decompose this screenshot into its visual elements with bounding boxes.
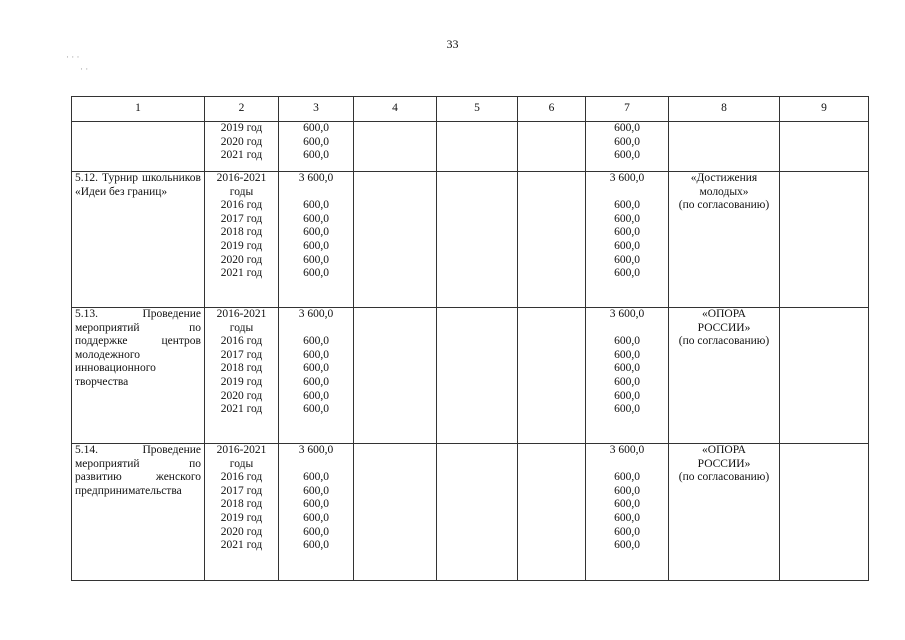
empty-cell xyxy=(780,444,869,581)
year-amount: 600,0 xyxy=(303,335,329,348)
empty-cell xyxy=(354,122,437,172)
funding-amount: 600,0 xyxy=(614,539,640,552)
empty-cell xyxy=(437,172,518,308)
year-amount: 600,0 xyxy=(303,484,329,497)
funding-amount: 600,0 xyxy=(614,199,640,212)
year-label: 2021 год xyxy=(220,539,263,552)
funding-cell xyxy=(586,308,669,444)
year-amount: 600,0 xyxy=(303,511,329,524)
total-amount: 3 600,0 xyxy=(298,172,334,184)
year-amount: 600,0 xyxy=(303,389,329,402)
funding-amount: 600,0 xyxy=(614,239,640,252)
executor-line: «ОПОРА xyxy=(702,444,746,456)
executor-cell xyxy=(669,122,780,172)
year-label: 2017 год xyxy=(220,212,263,225)
funding-amount: 600,0 xyxy=(614,335,640,348)
funding-amount: 600,0 xyxy=(614,226,640,239)
year-label: 2021 год xyxy=(220,149,263,162)
executor-line: РОССИИ» xyxy=(697,321,751,334)
empty-cell xyxy=(437,444,518,581)
year-label: 2019 год xyxy=(220,122,263,134)
empty-cell xyxy=(437,308,518,444)
scan-artifact: · · xyxy=(80,64,89,74)
measure-name-cell xyxy=(72,172,205,308)
executor-cell xyxy=(669,308,780,444)
funding-amount: 600,0 xyxy=(614,267,640,280)
spacer xyxy=(282,186,350,200)
year-label: 2019 год xyxy=(220,375,263,388)
period-range: 2016-2021 годы xyxy=(216,172,267,198)
funding-cell xyxy=(586,444,669,581)
funding-amount: 600,0 xyxy=(614,149,640,162)
empty-cell xyxy=(437,122,518,172)
year-label: 2020 год xyxy=(220,253,263,266)
measure-name-cell xyxy=(72,122,205,172)
funding-cell xyxy=(586,122,669,172)
year-amount: 600,0 xyxy=(303,253,329,266)
year-label: 2017 год xyxy=(220,348,263,361)
year-amount: 600,0 xyxy=(303,498,329,511)
total-amount: 3 600,0 xyxy=(298,444,334,456)
year-label: 2018 год xyxy=(220,226,263,239)
empty-cell xyxy=(780,122,869,172)
empty-cell xyxy=(518,444,586,581)
scan-artifact: · · · xyxy=(66,52,80,62)
year-amount: 600,0 xyxy=(303,539,329,552)
year-amount: 600,0 xyxy=(303,375,329,388)
spacer xyxy=(282,322,350,336)
header-row xyxy=(72,97,869,122)
period-cell xyxy=(205,444,279,581)
year-label: 2016 год xyxy=(220,199,263,212)
empty-cell xyxy=(518,308,586,444)
funding-amount: 600,0 xyxy=(614,525,640,538)
funding-amount: 600,0 xyxy=(614,135,640,148)
col-header-1: 1 xyxy=(72,97,205,122)
table-row xyxy=(72,308,869,444)
year-label: 2019 год xyxy=(220,511,263,524)
spacer xyxy=(282,458,350,472)
spacer xyxy=(589,322,665,336)
year-label: 2016 год xyxy=(220,471,263,484)
funding-amount: 600,0 xyxy=(614,348,640,361)
funding-amount: 600,0 xyxy=(614,484,640,497)
year-amount: 600,0 xyxy=(303,226,329,239)
page-number: 33 xyxy=(446,37,459,51)
year-amount: 600,0 xyxy=(303,525,329,538)
period-cell xyxy=(205,308,279,444)
table-body xyxy=(72,122,869,581)
year-amount: 600,0 xyxy=(303,362,329,375)
measure-name-cell xyxy=(72,308,205,444)
period-cell xyxy=(205,172,279,308)
funding-total: 3 600,0 xyxy=(609,172,645,184)
year-label: 2020 год xyxy=(220,135,263,148)
empty-cell xyxy=(354,444,437,581)
executor-line: «Достижения xyxy=(690,172,758,184)
col-header-5: 5 xyxy=(437,97,518,122)
executor-cell xyxy=(669,444,780,581)
year-amount: 600,0 xyxy=(303,149,329,162)
year-amount: 600,0 xyxy=(303,403,329,416)
funding-cell xyxy=(586,172,669,308)
table-row xyxy=(72,444,869,581)
col-header-2: 2 xyxy=(205,97,279,122)
funding-amount: 600,0 xyxy=(614,511,640,524)
table-row xyxy=(72,172,869,308)
funding-amount: 600,0 xyxy=(614,253,640,266)
year-amount: 600,0 xyxy=(303,239,329,252)
year-label: 2018 год xyxy=(220,498,263,511)
col-header-9: 9 xyxy=(780,97,869,122)
measure-name: 5.14. Проведение мероприятий по развитию женского предпринимательства xyxy=(75,444,201,497)
amount-cell xyxy=(279,122,354,172)
total-amount: 3 600,0 xyxy=(298,308,334,320)
empty-cell xyxy=(354,172,437,308)
funding-total: 3 600,0 xyxy=(609,444,645,456)
executor-line: (по согласованию) xyxy=(678,199,770,212)
executor-cell xyxy=(669,172,780,308)
funding-amount: 600,0 xyxy=(614,498,640,511)
executor-line: молодых» xyxy=(699,185,749,198)
measure-name-cell xyxy=(72,444,205,581)
funding-amount: 600,0 xyxy=(614,362,640,375)
col-header-7: 7 xyxy=(586,97,669,122)
year-amount: 600,0 xyxy=(303,135,329,148)
program-table xyxy=(71,96,869,581)
period-range: 2016-2021 годы xyxy=(216,444,267,470)
empty-cell xyxy=(518,122,586,172)
year-amount: 600,0 xyxy=(303,471,329,484)
funding-amount: 600,0 xyxy=(614,212,640,225)
table-row xyxy=(72,122,869,172)
col-header-3: 3 xyxy=(279,97,354,122)
year-label: 2020 год xyxy=(220,389,263,402)
col-header-8: 8 xyxy=(669,97,780,122)
measure-name: 5.13. Проведение мероприятий по поддержке центров молодежного инновационного творчества xyxy=(75,308,201,388)
year-label: 2017 год xyxy=(220,484,263,497)
measure-name: 5.12. Турнир школьников «Идеи без границ» xyxy=(75,172,201,198)
year-label: 2020 год xyxy=(220,525,263,538)
year-amount: 600,0 xyxy=(303,267,329,280)
period-range: 2016-2021 годы xyxy=(216,308,267,334)
funding-amount: 600,0 xyxy=(614,403,640,416)
funding-amount: 600,0 xyxy=(614,471,640,484)
funding-amount: 600,0 xyxy=(614,375,640,388)
empty-cell xyxy=(518,172,586,308)
funding-total: 3 600,0 xyxy=(609,308,645,320)
funding-amount: 600,0 xyxy=(614,122,640,134)
empty-cell xyxy=(780,172,869,308)
col-header-6: 6 xyxy=(518,97,586,122)
empty-cell xyxy=(354,308,437,444)
year-amount: 600,0 xyxy=(303,212,329,225)
executor-line: РОССИИ» xyxy=(697,457,751,470)
year-label: 2021 год xyxy=(220,267,263,280)
year-label: 2019 год xyxy=(220,239,263,252)
empty-cell xyxy=(780,308,869,444)
executor-line: «ОПОРА xyxy=(702,308,746,320)
spacer xyxy=(589,458,665,472)
year-amount: 600,0 xyxy=(303,199,329,212)
amount-cell xyxy=(279,172,354,308)
year-label: 2021 год xyxy=(220,403,263,416)
amount-cell xyxy=(279,308,354,444)
executor-line: (по согласованию) xyxy=(678,471,770,484)
year-amount: 600,0 xyxy=(303,348,329,361)
period-cell xyxy=(205,122,279,172)
funding-amount: 600,0 xyxy=(614,389,640,402)
year-label: 2016 год xyxy=(220,335,263,348)
amount-cell xyxy=(279,444,354,581)
executor-line: (по согласованию) xyxy=(678,335,770,348)
year-label: 2018 год xyxy=(220,362,263,375)
year-amount: 600,0 xyxy=(303,122,329,134)
col-header-4: 4 xyxy=(354,97,437,122)
spacer xyxy=(589,186,665,200)
